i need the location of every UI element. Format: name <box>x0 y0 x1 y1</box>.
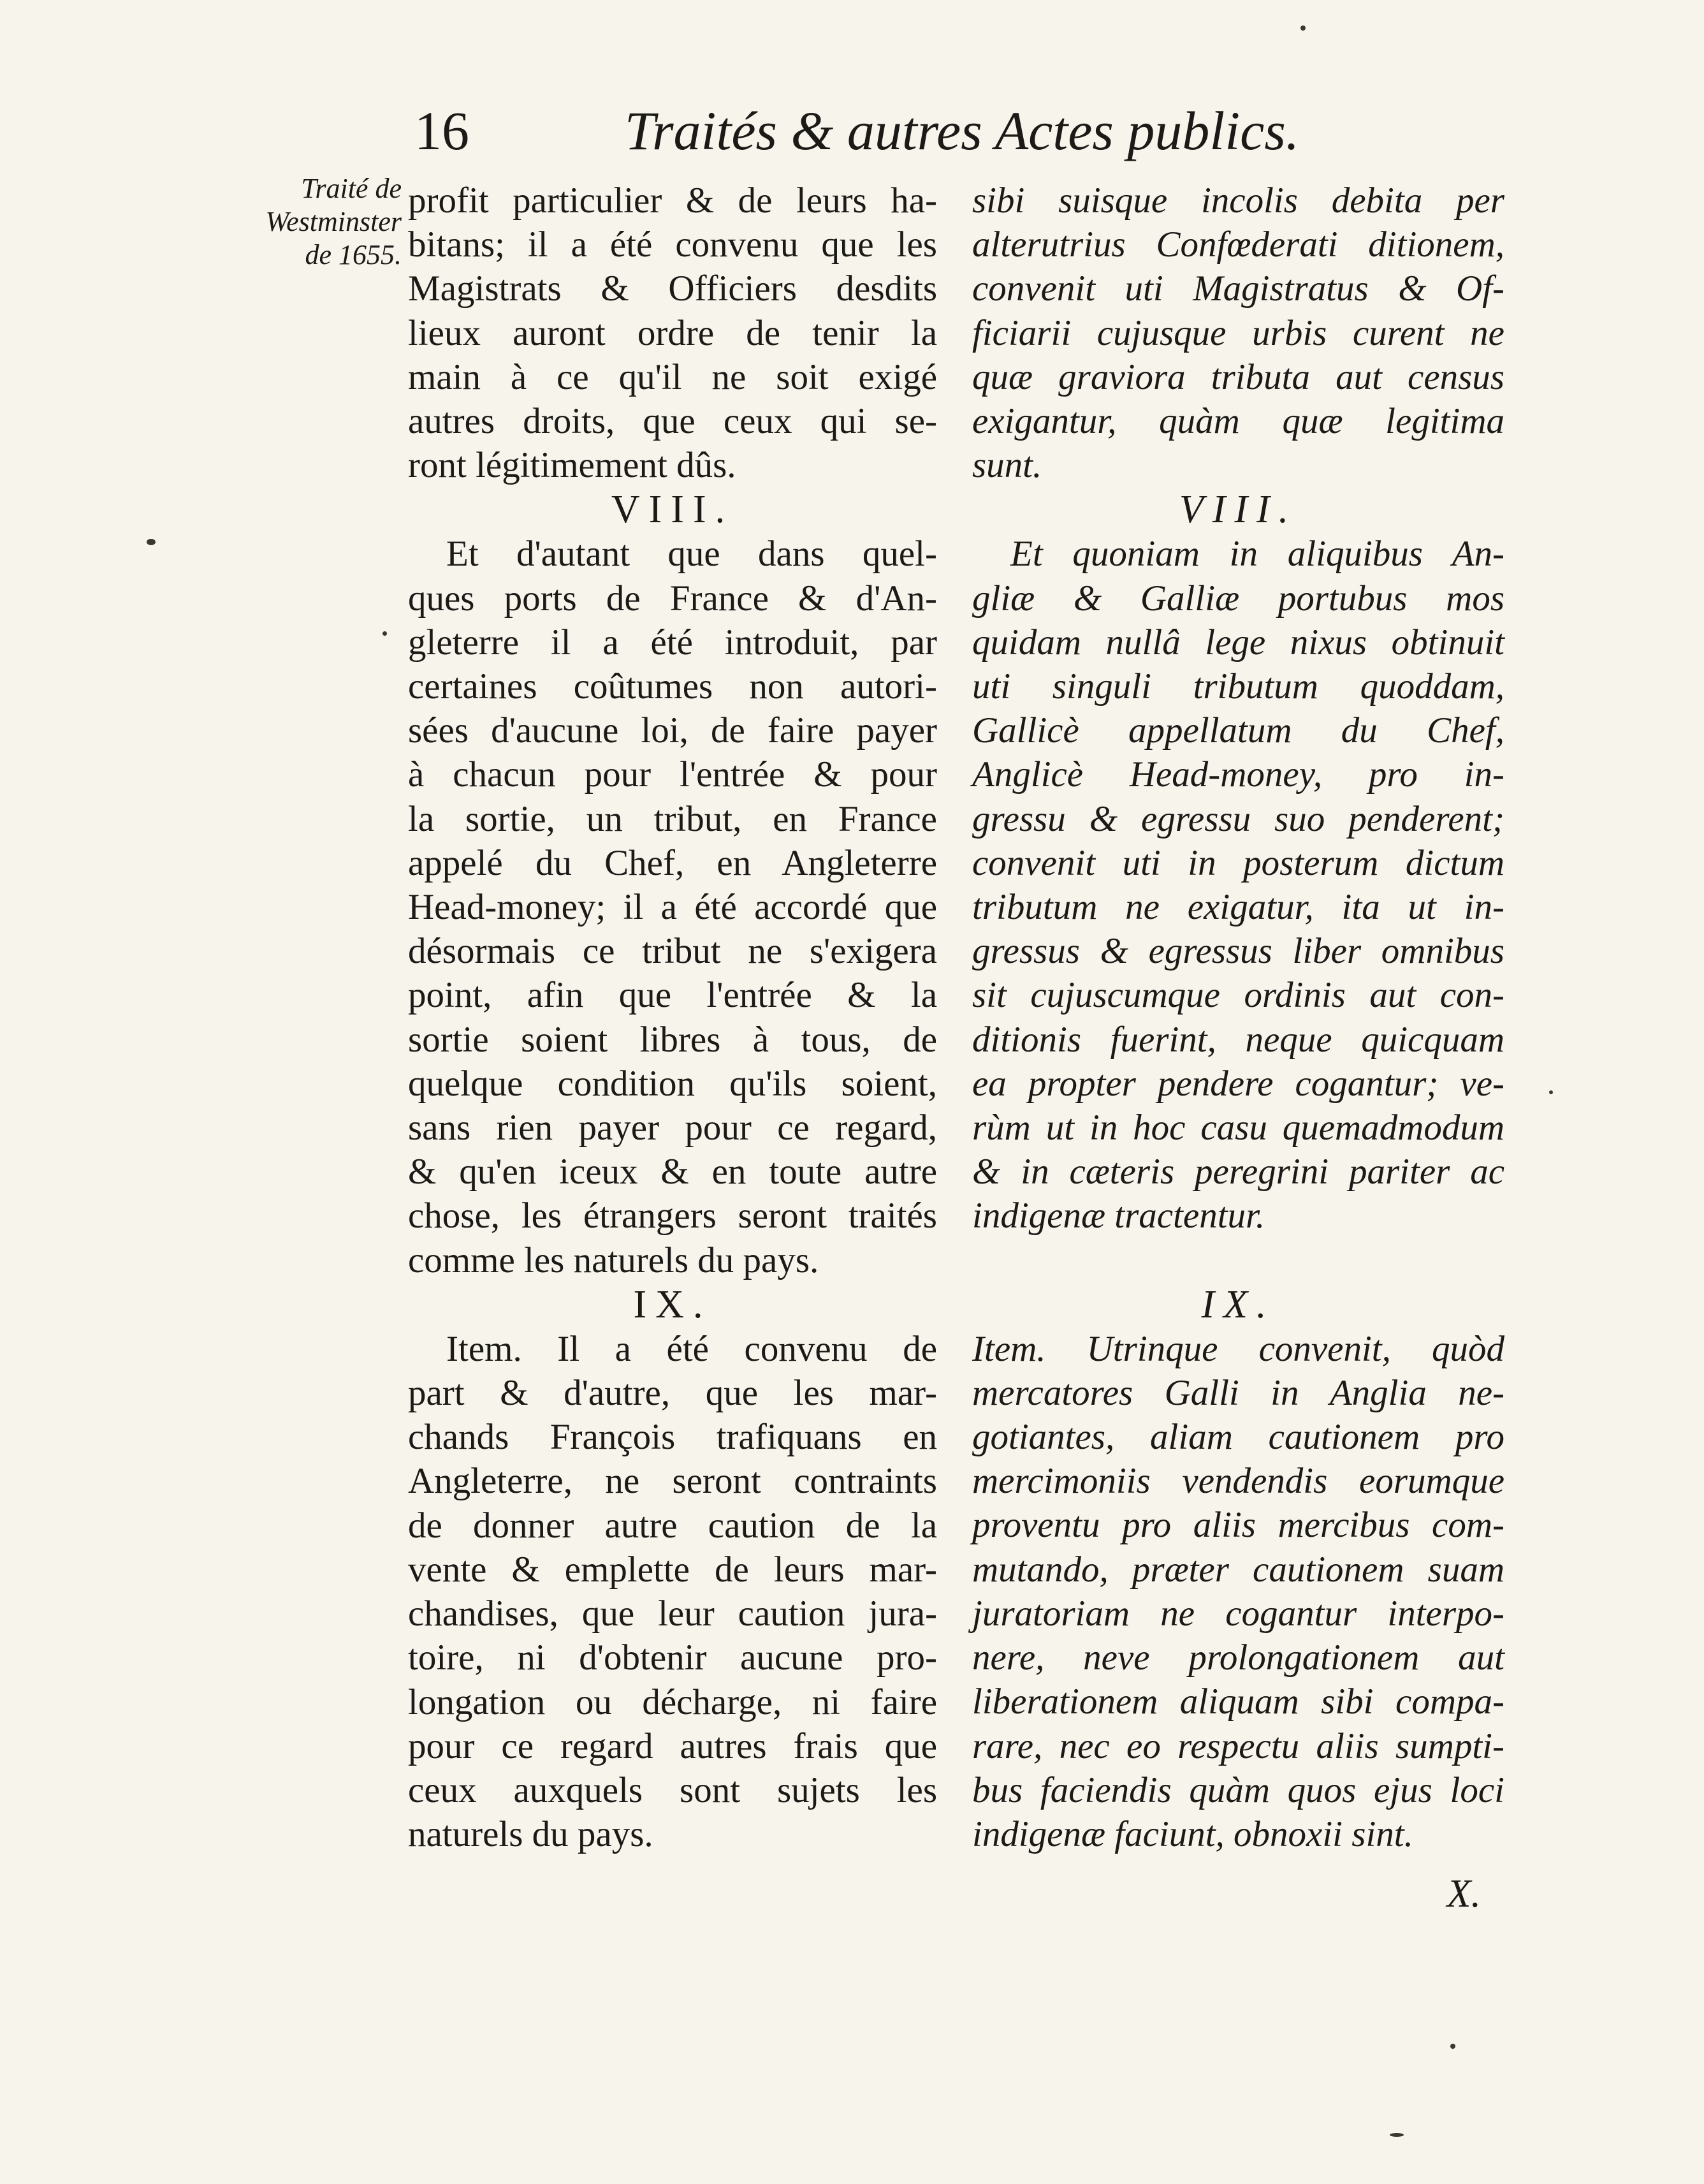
text-line: sortie soient libres à tous, de <box>408 1019 937 1060</box>
text-line: pour ce regard autres frais que <box>408 1726 937 1766</box>
text-line: Et quoniam in aliquibus An- <box>1010 534 1504 575</box>
page-number: 16 <box>414 100 469 161</box>
text-line: comme les naturels du pays. <box>408 1240 819 1280</box>
text-line: ques ports de France & d'An- <box>408 578 937 619</box>
text-line: juratoriam ne cogantur interpo- <box>972 1593 1504 1634</box>
text-line: uti singuli tributum quoddam, <box>972 666 1504 707</box>
text-line: mercimoniis vendendis eorumque <box>972 1461 1504 1502</box>
text-line: gleterre il a été introduit, par <box>408 622 937 663</box>
text-line: sunt. <box>972 445 1042 486</box>
text-line: autres droits, que ceux qui se- <box>408 401 937 442</box>
text-line: désormais ce tribut ne s'exigera <box>408 931 937 972</box>
text-line: ditionis fuerint, neque quicquam <box>972 1019 1504 1060</box>
text-line: sans rien payer pour ce regard, <box>408 1108 937 1148</box>
text-line: naturels du pays. <box>408 1814 653 1855</box>
article-9-heading: IX. <box>633 1282 712 1326</box>
text-line: ficiarii cujusque urbis curent ne <box>972 312 1504 353</box>
text-line: rùm ut in hoc casu quemadmodum <box>972 1108 1504 1148</box>
article-9-heading: IX. <box>1201 1282 1276 1326</box>
text-line: Head-money; il a été accordé que <box>408 887 937 928</box>
margin-note-line: Westminster <box>265 206 402 237</box>
text-line: longation ou décharge, ni faire <box>408 1682 937 1722</box>
text-line: ront légitimement dûs. <box>408 445 736 486</box>
latin-intro-paragraph <box>972 179 1504 487</box>
french-column <box>408 179 937 1856</box>
article-8-heading: VIII. <box>1179 488 1298 532</box>
text-line: appelé du Chef, en Angleterre <box>408 842 937 883</box>
catchword: X. <box>1446 1872 1481 1916</box>
text-line: vente & emplette de leurs mar- <box>408 1549 937 1590</box>
text-line: & in cæteris peregrini pariter ac <box>972 1152 1504 1192</box>
text-line: ea propter pendere cogantur; ve- <box>972 1063 1504 1104</box>
text-line: ceux auxquels sont sujets les <box>408 1770 937 1810</box>
text-line: sit cujuscumque ordinis aut con- <box>972 975 1504 1016</box>
text-line: Angleterre, ne seront contraints <box>408 1461 937 1502</box>
text-line: bus faciendis quàm quos ejus loci <box>972 1770 1504 1810</box>
latin-article-9 <box>972 1327 1504 1856</box>
paper-speck <box>1390 2133 1404 2137</box>
paper-speck <box>1450 2044 1455 2049</box>
margin-note-line: de 1655. <box>305 239 402 270</box>
text-line: convenit uti Magistratus & Of- <box>972 268 1504 309</box>
text-line: gotiantes, aliam cautionem pro <box>972 1417 1504 1458</box>
paper-speck <box>1549 1090 1553 1094</box>
paper-speck <box>1300 26 1306 31</box>
text-line: rare, nec eo respectu aliis sumpti- <box>972 1726 1504 1766</box>
text-line: main à ce qu'il ne soit exigé <box>408 356 937 397</box>
text-line: quidam nullâ lege nixus obtinuit <box>972 622 1504 663</box>
page-header <box>414 96 1307 166</box>
text-line: sées d'aucune loi, de faire payer <box>408 710 937 751</box>
text-line: gressus & egressus liber omnibus <box>972 931 1504 972</box>
text-line: bitans; il a été convenu que les <box>408 224 937 265</box>
french-article-9 <box>408 1327 937 1856</box>
paper-speck <box>147 539 156 545</box>
text-line: la sortie, un tribut, en France <box>408 798 937 839</box>
text-line: proventu pro aliis mercibus com- <box>972 1505 1504 1546</box>
text-line: gressu & egressu suo penderent; <box>972 798 1504 839</box>
article-8-heading: VIII. <box>611 488 734 532</box>
latin-column <box>972 179 1504 1856</box>
paper-speck <box>382 631 387 636</box>
french-intro-paragraph <box>408 179 937 487</box>
text-line: Item. Il a été convenu de <box>446 1328 937 1369</box>
text-line: point, afin que l'entrée & la <box>408 975 937 1016</box>
text-line: nere, neve prolongationem aut <box>972 1638 1504 1678</box>
text-line: tributum ne exigatur, ita ut in- <box>972 887 1504 928</box>
text-line: exigantur, quàm quæ legitima <box>972 401 1504 442</box>
text-line: quelque condition qu'ils soient, <box>408 1063 937 1104</box>
text-line: alterutrius Confœderati ditionem, <box>972 224 1504 265</box>
french-article-8 <box>408 532 937 1282</box>
text-line: part & d'autre, que les mar- <box>408 1373 937 1414</box>
blank-line <box>972 1238 1504 1282</box>
text-line: convenit uti in posterum dictum <box>972 842 1504 883</box>
text-line: lieux auront ordre de tenir la <box>408 312 937 353</box>
text-line: mercatores Galli in Anglia ne- <box>972 1372 1504 1413</box>
text-line: gliæ & Galliæ portubus mos <box>972 578 1504 619</box>
text-line: certaines coûtumes non autori- <box>408 666 937 707</box>
text-line: quæ graviora tributa aut census <box>972 356 1504 397</box>
latin-article-8 <box>972 532 1504 1238</box>
text-line: chandises, que leur caution jura- <box>408 1594 937 1634</box>
margin-note <box>217 172 402 272</box>
text-line: Item. Utrinque convenit, quòd <box>972 1328 1504 1369</box>
text-line: indigenæ tractentur. <box>972 1196 1265 1236</box>
text-line: chose, les étrangers seront traités <box>408 1196 937 1236</box>
text-line: mutando, præter cautionem suam <box>972 1549 1504 1590</box>
text-line: Et d'autant que dans quel- <box>446 534 937 575</box>
text-line: toire, ni d'obtenir aucune pro- <box>408 1638 937 1678</box>
text-line: chands François trafiquans en <box>408 1417 937 1458</box>
running-title: Traités & autres Actes publics. <box>625 100 1300 161</box>
text-line: indigenæ faciunt, obnoxii sint. <box>972 1814 1413 1854</box>
text-line: à chacun pour l'entrée & pour <box>408 754 937 795</box>
margin-note-line: Traité de <box>301 173 402 204</box>
text-line: sibi suisque incolis debita per <box>972 180 1504 221</box>
text-line: de donner autre caution de la <box>408 1505 937 1546</box>
text-line: Magistrats & Officiers desdits <box>408 268 937 309</box>
text-line: & qu'en iceux & en toute autre <box>408 1152 937 1192</box>
text-line: Gallicè appellatum du Chef, <box>972 710 1504 751</box>
text-line: Anglicè Head-money, pro in- <box>972 754 1504 795</box>
text-line: liberationem aliquam sibi compa- <box>972 1682 1504 1722</box>
text-line: profit particulier & de leurs ha- <box>408 180 937 221</box>
